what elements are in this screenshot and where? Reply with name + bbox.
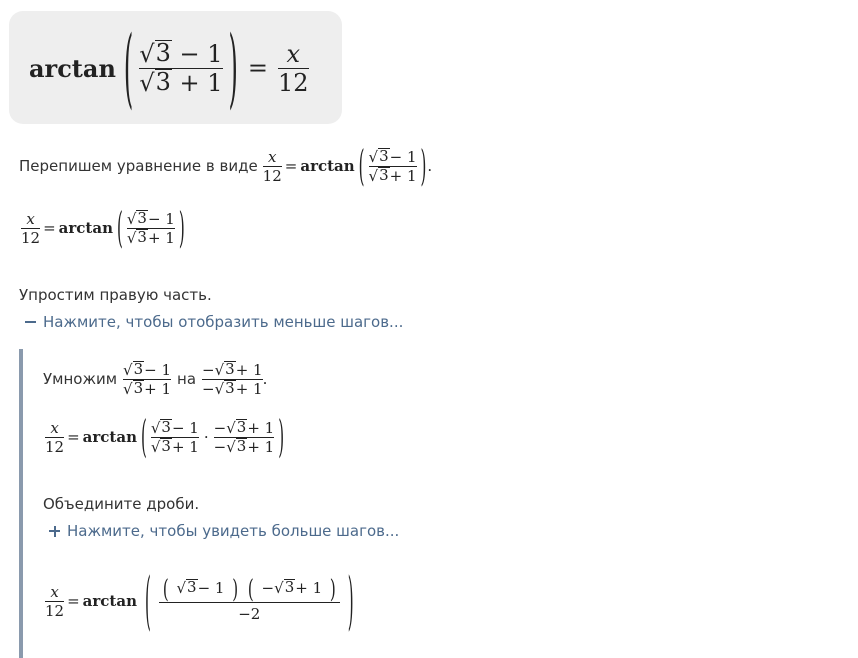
toggle-more-steps[interactable]: Нажмите, чтобы увидеть больше шагов... — [49, 522, 399, 540]
sqrt: √ 3 — [139, 38, 171, 68]
right-paren: ) — [228, 17, 238, 119]
equation-line-3: $\frac{x}{12}$ = arctan ( ( √ 3 − 1 ) ( − √ 3 + 1 ) −2 ) — [45, 563, 354, 639]
arctan-fn: arctan — [29, 53, 116, 83]
header-equation — [29, 17, 309, 119]
header-fraction: √ 3 − 1 √ 3 + 1 — [139, 38, 223, 97]
sqrt: √ 3 — [139, 67, 171, 97]
equation-line-1: $\frac{x}{12}$ = arctan ( √ 3 − 1 √ 3 + 1 ) — [21, 202, 185, 254]
steps-rule — [19, 349, 23, 658]
multiply-line: Умножим √ 3 − 1 √ 3 + 1 на − √ 3 + 1 − √ 3 + 1 . — [43, 359, 268, 398]
simplify-text: Упростим правую часть. — [19, 286, 212, 304]
equals: = — [247, 54, 268, 82]
equation-line-2: $\frac{x}{12}$ = arctan ( √ 3 − 1 √ 3 + 1 · − √ 3 + 1 − √ 3 + 1 ) — [45, 410, 285, 464]
toggle-less-steps[interactable]: Нажмите, чтобы отобразить меньше шагов... — [25, 313, 403, 331]
combine-text: Объедините дроби. — [43, 495, 200, 513]
x-over-12: $\frac{x}{12}$ — [278, 39, 309, 97]
rewrite-equation: $\frac{x}{12}$ = arctan ( √ 3 − 1 √ 3 + 1 ) . — [262, 140, 433, 192]
plus-icon — [49, 526, 60, 537]
rewrite-line: Перепишем уравнение в виде $\frac{x}{12}$ = arctan ( √ 3 − 1 √ 3 + 1 ) . — [19, 140, 433, 192]
minus-icon — [25, 321, 36, 323]
combined-fraction: ( √ 3 − 1 ) ( − √ 3 + 1 ) −2 — [159, 579, 340, 623]
left-paren: ( — [123, 17, 134, 119]
